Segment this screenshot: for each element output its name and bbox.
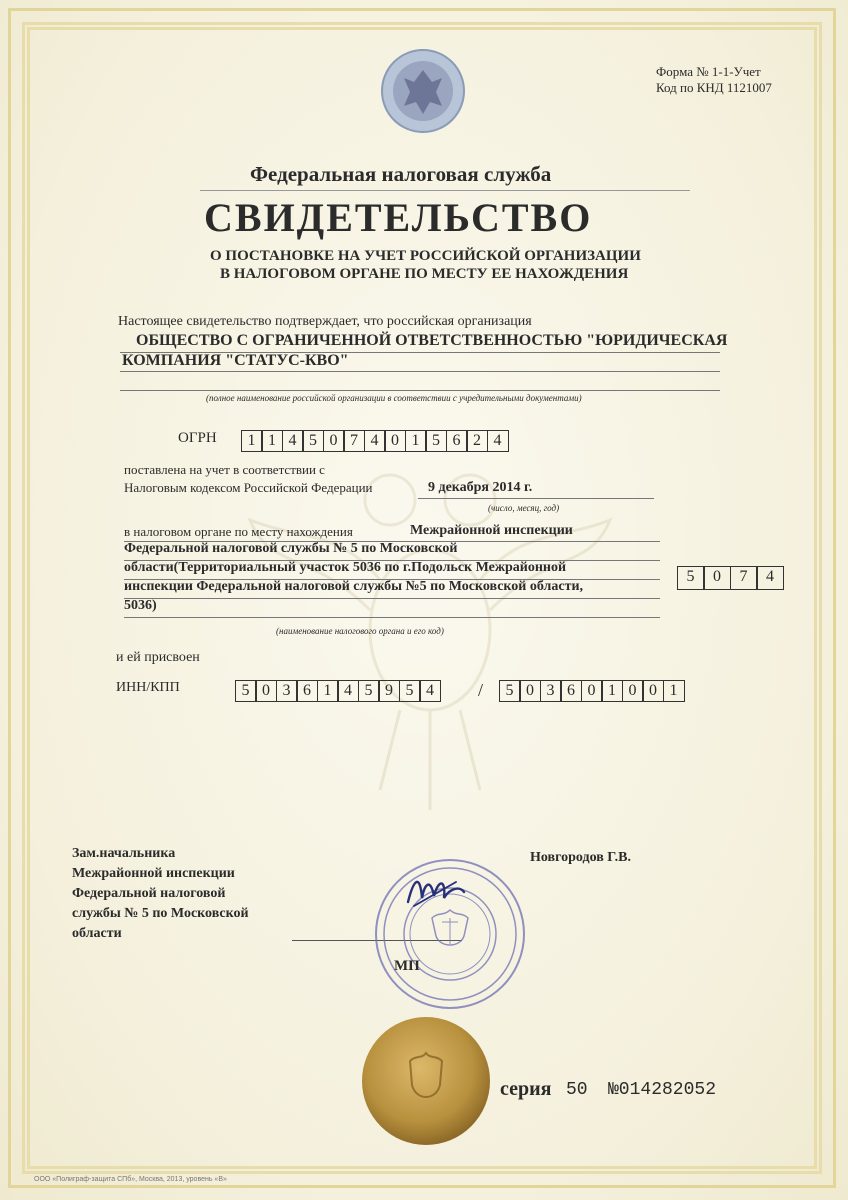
authority-name-line-1: Межрайонной инспекции [410, 523, 573, 538]
authority-code-digit: 5 [677, 566, 705, 590]
ogrn-digit: 4 [364, 430, 386, 452]
knd-code: Код по КНД 1121007 [656, 80, 772, 95]
inn-digit: 5 [358, 680, 380, 702]
inn-kpp-label: ИНН/КПП [116, 680, 180, 695]
certificate-number: №014282052 [608, 1080, 717, 1100]
kpp-digit: 0 [622, 680, 644, 702]
inn-digit: 1 [317, 680, 339, 702]
authority-line-5 [124, 617, 660, 618]
ogrn-digit: 4 [282, 430, 304, 452]
signatory-position-4: службы № 5 по Московской [72, 906, 249, 921]
kpp-digit: 0 [581, 680, 603, 702]
kpp-digit: 0 [519, 680, 541, 702]
ogrn-digit: 6 [446, 430, 468, 452]
handwritten-signature-icon [400, 868, 470, 916]
inn-digit: 5 [399, 680, 421, 702]
authority-line-4 [124, 598, 660, 599]
ogrn-digit: 7 [343, 430, 365, 452]
authority-caption: (наименование налогового органа и его код) [276, 626, 444, 636]
authority-code-digit: 7 [730, 566, 758, 590]
inn-kpp-separator: / [478, 680, 484, 700]
authority-name-line-4: инспекции Федеральной налоговой службы №5 по Московской области, [124, 579, 584, 594]
org-line-2 [120, 371, 720, 372]
date-underline [418, 498, 654, 499]
signatory-position-2: Межрайонной инспекции [72, 866, 235, 881]
inn-digit: 0 [255, 680, 277, 702]
authority-intro: в налоговом органе по месту нахождения [124, 524, 353, 539]
inn-digit: 6 [296, 680, 318, 702]
kpp-digit: 1 [601, 680, 623, 702]
ogrn-label: ОГРН [178, 430, 217, 446]
ogrn-digit: 4 [487, 430, 509, 452]
ogrn-digit: 5 [302, 430, 324, 452]
registration-date: 9 декабря 2014 г. [428, 480, 533, 495]
org-line-3 [120, 390, 720, 391]
ogrn-digit: 1 [261, 430, 283, 452]
signatory-position-5: области [72, 926, 122, 941]
hologram-emblem-icon [380, 48, 466, 134]
kpp-digit: 0 [642, 680, 664, 702]
stamp-label: МП [394, 958, 420, 974]
signatory-name: Новгородов Г.В. [530, 850, 631, 865]
authority-code-digit: 0 [703, 566, 731, 590]
signatory-position-1: Зам.начальника [72, 846, 176, 861]
inn-digit: 4 [337, 680, 359, 702]
gold-hologram-seal-icon [360, 1015, 492, 1147]
date-caption: (число, месяц, год) [488, 503, 560, 513]
kpp-digit: 3 [540, 680, 562, 702]
kpp-digit: 5 [499, 680, 521, 702]
inn-digit: 9 [378, 680, 400, 702]
authority-code-cells [678, 566, 784, 590]
authority-code-digit: 4 [756, 566, 784, 590]
kpp-cells [500, 680, 685, 702]
series-value: 50 [566, 1080, 588, 1100]
inn-digit: 4 [419, 680, 441, 702]
agency-underline [200, 190, 690, 191]
organization-intro: Настоящее свидетельство подтверждает, что российская организация [118, 314, 532, 329]
ogrn-digit: 0 [384, 430, 406, 452]
form-number: Форма № 1-1-Учет [656, 64, 761, 79]
kpp-digit: 1 [663, 680, 685, 702]
authority-name-line-2: Федеральной налоговой службы № 5 по Московской [124, 541, 458, 556]
assigned-label: и ей присвоен [116, 650, 200, 665]
inn-cells [236, 680, 441, 702]
ogrn-digit: 5 [425, 430, 447, 452]
inn-digit: 3 [276, 680, 298, 702]
organization-name-line-1: ОБЩЕСТВО С ОГРАНИЧЕННОЙ ОТВЕТСТВЕННОСТЬЮ "ЮРИДИЧЕСКАЯ [136, 332, 728, 349]
ogrn-cells [242, 430, 509, 452]
registration-line-2: Налоговым кодексом Российской Федерации [124, 480, 373, 495]
subtitle-line-1: О ПОСТАНОВКЕ НА УЧЕТ РОССИЙСКОЙ ОРГАНИЗАЦИИ [210, 248, 641, 264]
ogrn-digit: 2 [466, 430, 488, 452]
agency-name: Федеральная налоговая служба [250, 162, 552, 186]
series-label: серия [500, 1078, 552, 1100]
organization-caption: (полное наименование российской организации в соответствии с учредительными документами) [206, 393, 582, 403]
kpp-digit: 6 [560, 680, 582, 702]
registration-line-1: поставлена на учет в соответствии с [124, 462, 325, 477]
organization-name-line-2: КОМПАНИЯ "СТАТУС-КВО" [122, 352, 349, 369]
ogrn-digit: 0 [323, 430, 345, 452]
ogrn-digit: 1 [241, 430, 263, 452]
printer-footer: ООО «Полиграф-защита СПб», Москва, 2013, уровень «В» [34, 1176, 227, 1183]
ogrn-digit: 1 [405, 430, 427, 452]
document-title: СВИДЕТЕЛЬСТВО [204, 195, 593, 240]
authority-name-line-5: 5036) [124, 598, 157, 613]
subtitle-line-2: В НАЛОГОВОМ ОРГАНЕ ПО МЕСТУ ЕЕ НАХОЖДЕНИЯ [220, 266, 629, 282]
authority-name-line-3: области(Территориальный участок 5036 по г.Подольск Межрайонной [124, 560, 567, 575]
signatory-position-3: Федеральной налоговой [72, 886, 226, 901]
inn-digit: 5 [235, 680, 257, 702]
